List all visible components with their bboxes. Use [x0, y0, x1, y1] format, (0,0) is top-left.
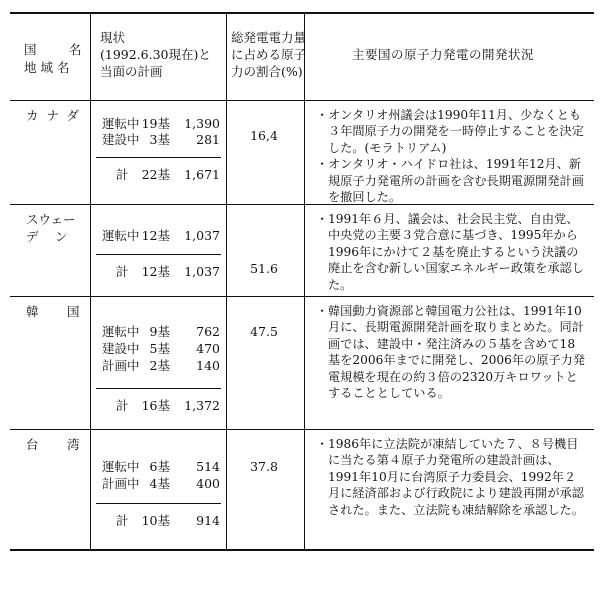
total-units: 22基: [141, 167, 170, 182]
header-country-line2: 地域名: [24, 60, 74, 75]
total-capacity: 1,671: [184, 167, 220, 182]
table-bottom-rule: [10, 549, 594, 551]
status-label: 運転中: [102, 324, 140, 339]
bullet-glyph: ・: [316, 304, 329, 318]
bullet-glyph: ・: [316, 108, 329, 122]
header-share-line3: 力の割合(%): [231, 64, 303, 79]
row-divider-sweden: [10, 296, 594, 297]
header-development: 主要国の原子力発電の開発状況: [352, 47, 535, 62]
notes-sweden: [316, 211, 586, 293]
notes-canada: [316, 107, 586, 205]
status-units: 19基: [141, 116, 170, 131]
header-share-line2: に占める原子: [231, 47, 307, 62]
subtotal-rule-taiwan: [96, 503, 221, 504]
status-label: 運転中: [102, 116, 140, 131]
status-units: 3基: [149, 132, 170, 147]
total-label: 計: [116, 513, 129, 528]
status-capacity: 1,390: [184, 116, 220, 131]
header-share-line1: 総発電電力量: [231, 30, 307, 45]
header-country-line1: 国 名: [24, 42, 92, 57]
status-label: 計画中: [102, 358, 140, 373]
total-label: 計: [116, 398, 129, 413]
subtotal-rule-sweden: [96, 254, 221, 255]
status-label: 計画中: [102, 476, 140, 491]
row-divider-korea: [10, 429, 594, 430]
header-status-line2: (1992.6.30現在)と: [100, 47, 211, 62]
status-capacity: 514: [196, 459, 220, 474]
notes-taiwan: [316, 436, 586, 518]
note-item: [316, 211, 586, 293]
note-text: 韓国動力資源部と韓国電力公社は、1991年10月に、長期電源開発計画を取りまとめた。同計画では、建設中・発注済みの５基を含めて18基を2006年までに開発し、2006年の原子力発電規模を現在の約３倍の2320万キロワットとすることとしている。: [328, 304, 586, 401]
status-units: 6基: [149, 459, 170, 474]
note-text: オンタリオ・ハイドロ社は、1991年12月、新規原子力発電所の計画を含む長期電源開発計画を撤回した。: [328, 157, 584, 205]
country-korea: 韓 国: [26, 304, 88, 319]
note-item: [316, 156, 586, 205]
column-rule-1: [90, 13, 91, 549]
country-canada: カナダ: [26, 108, 87, 123]
bullet-glyph: ・: [316, 212, 329, 226]
note-item: [316, 436, 586, 518]
share-sweden: 51.6: [250, 261, 278, 276]
status-capacity: 281: [196, 132, 220, 147]
status-capacity: 762: [196, 324, 220, 339]
header-status-line3: 当面の計画: [100, 64, 163, 79]
note-text: 1986年に立法院が凍結していた７、８号機目に当たる第４原子力発電所の建設計画は、1991年10月に台湾原子力委員会、1992年２月に経済部および行政院により建設再開が承認された。また、立法院も凍結解除を承認した。: [328, 437, 584, 517]
note-text: 1991年６月、議会は、社会民主党、自由党、中央党の主要３党合意に基づき、1995年から1996年にかけて２基を廃止するという決議の廃止を含む新しい国家エネルギー政策を承認した。: [328, 212, 584, 292]
status-capacity: 400: [196, 476, 220, 491]
status-label: 運転中: [102, 459, 140, 474]
bullet-glyph: ・: [316, 157, 329, 172]
total-units: 10基: [141, 513, 170, 528]
status-label: 運転中: [102, 228, 140, 243]
note-item: [316, 107, 586, 156]
country-sweden-line2: デ ン: [26, 229, 70, 244]
bullet-glyph: ・: [316, 437, 329, 451]
country-taiwan: 台 湾: [26, 437, 88, 452]
notes-korea: [316, 303, 586, 401]
status-label: 建設中: [102, 341, 140, 356]
status-capacity: 140: [196, 358, 220, 373]
total-label: 計: [116, 264, 129, 279]
total-label: 計: [116, 167, 129, 182]
total-units: 12基: [141, 264, 170, 279]
table-top-rule: [10, 12, 594, 14]
column-rule-2: [226, 13, 227, 549]
total-capacity: 1,037: [184, 264, 220, 279]
status-label: 建設中: [102, 132, 140, 147]
share-taiwan: 37.8: [250, 459, 278, 474]
share-canada: 16,4: [250, 128, 278, 143]
subtotal-rule-canada: [96, 157, 221, 158]
header-status-line1: 現状: [100, 30, 126, 45]
status-units: 5基: [149, 341, 170, 356]
header-bottom-rule: [10, 100, 594, 101]
note-text: オンタリオ州議会は1990年11月、少なくとも３年間原子力の開発を一時停止することを決定した。(モラトリアム): [328, 108, 584, 155]
total-capacity: 1,372: [184, 398, 220, 413]
share-korea: 47.5: [250, 324, 278, 339]
column-rule-3: [304, 13, 305, 549]
total-units: 16基: [141, 398, 170, 413]
total-capacity: 914: [196, 513, 220, 528]
status-units: 9基: [149, 324, 170, 339]
status-capacity: 1,037: [184, 228, 220, 243]
status-units: 2基: [149, 358, 170, 373]
country-sweden-line1: スウェー: [26, 212, 76, 227]
subtotal-rule-korea: [96, 388, 221, 389]
status-capacity: 470: [196, 341, 220, 356]
status-units: 12基: [141, 228, 170, 243]
note-item: [316, 303, 586, 401]
status-units: 4基: [149, 476, 170, 491]
